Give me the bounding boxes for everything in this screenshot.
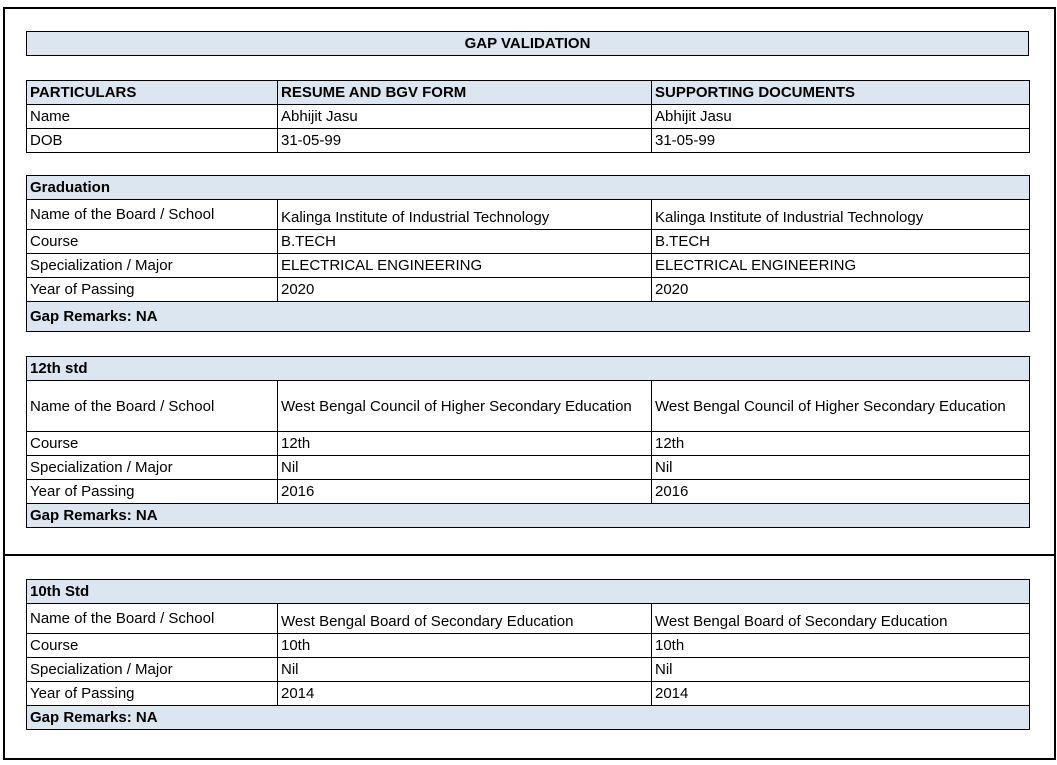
- row-label: Course: [27, 432, 278, 456]
- table-row: [27, 634, 1030, 658]
- table-row: [27, 456, 1030, 480]
- resume-value: 10th: [278, 634, 652, 658]
- header-particulars: PARTICULARS: [27, 81, 278, 105]
- docs-value: Nil: [652, 658, 1030, 682]
- table-row: [27, 230, 1030, 254]
- resume-value: West Bengal Council of Higher Secondary Education: [278, 381, 652, 432]
- docs-value: 2016: [652, 480, 1030, 504]
- row-label: Specialization / Major: [27, 658, 278, 682]
- header-resume: RESUME AND BGV FORM: [278, 81, 652, 105]
- page-title: GAP VALIDATION: [27, 32, 1029, 56]
- table-row: [27, 604, 1030, 634]
- resume-value: Nil: [278, 456, 652, 480]
- resume-value: ELECTRICAL ENGINEERING: [278, 254, 652, 278]
- gap-remarks: Gap Remarks: NA: [27, 302, 1030, 332]
- table-row: [27, 432, 1030, 456]
- title-block: [26, 31, 1029, 56]
- row-label: Course: [27, 230, 278, 254]
- section-12th: [26, 356, 1029, 528]
- section-heading: 12th std: [27, 357, 1030, 381]
- docs-value: Nil: [652, 456, 1030, 480]
- row-label: Name: [27, 105, 278, 129]
- table-row: [27, 658, 1030, 682]
- docs-value: B.TECH: [652, 230, 1030, 254]
- docs-value: ELECTRICAL ENGINEERING: [652, 254, 1030, 278]
- resume-value: 2014: [278, 682, 652, 706]
- particulars-table: [26, 80, 1029, 153]
- docs-value: 2020: [652, 278, 1030, 302]
- table-row: [27, 254, 1030, 278]
- row-label: Name of the Board / School: [27, 381, 278, 432]
- section-heading: 10th Std: [27, 580, 1030, 604]
- docs-value: 31-05-99: [652, 129, 1030, 153]
- section-graduation: [26, 175, 1029, 332]
- row-label: Specialization / Major: [27, 254, 278, 278]
- docs-value: Kalinga Institute of Industrial Technology: [652, 200, 1030, 230]
- table-row: [27, 278, 1030, 302]
- docs-value: 2014: [652, 682, 1030, 706]
- gap-remarks: Gap Remarks: NA: [27, 504, 1030, 528]
- docs-value: 10th: [652, 634, 1030, 658]
- table-row: [27, 129, 1030, 153]
- table-row: [27, 200, 1030, 230]
- row-label: Year of Passing: [27, 278, 278, 302]
- docs-value: 12th: [652, 432, 1030, 456]
- table-header-row: [27, 81, 1030, 105]
- row-label: Specialization / Major: [27, 456, 278, 480]
- resume-value: 12th: [278, 432, 652, 456]
- header-supporting-docs: SUPPORTING DOCUMENTS: [652, 81, 1030, 105]
- gap-remarks: Gap Remarks: NA: [27, 706, 1030, 730]
- resume-value: 2020: [278, 278, 652, 302]
- section-heading: Graduation: [27, 176, 1030, 200]
- table-row: [27, 480, 1030, 504]
- resume-value: West Bengal Board of Secondary Education: [278, 604, 652, 634]
- row-label: Year of Passing: [27, 480, 278, 504]
- table-row: [27, 381, 1030, 432]
- docs-value: Abhijit Jasu: [652, 105, 1030, 129]
- docs-value: West Bengal Board of Secondary Education: [652, 604, 1030, 634]
- resume-value: Abhijit Jasu: [278, 105, 652, 129]
- resume-value: 31-05-99: [278, 129, 652, 153]
- resume-value: Nil: [278, 658, 652, 682]
- row-label: Course: [27, 634, 278, 658]
- section-10th: [26, 579, 1029, 730]
- row-label: Name of the Board / School: [27, 200, 278, 230]
- docs-value: West Bengal Council of Higher Secondary Education: [652, 381, 1030, 432]
- resume-value: Kalinga Institute of Industrial Technology: [278, 200, 652, 230]
- table-row: [27, 105, 1030, 129]
- row-label: DOB: [27, 129, 278, 153]
- table-row: [27, 682, 1030, 706]
- row-label: Name of the Board / School: [27, 604, 278, 634]
- row-label: Year of Passing: [27, 682, 278, 706]
- resume-value: B.TECH: [278, 230, 652, 254]
- resume-value: 2016: [278, 480, 652, 504]
